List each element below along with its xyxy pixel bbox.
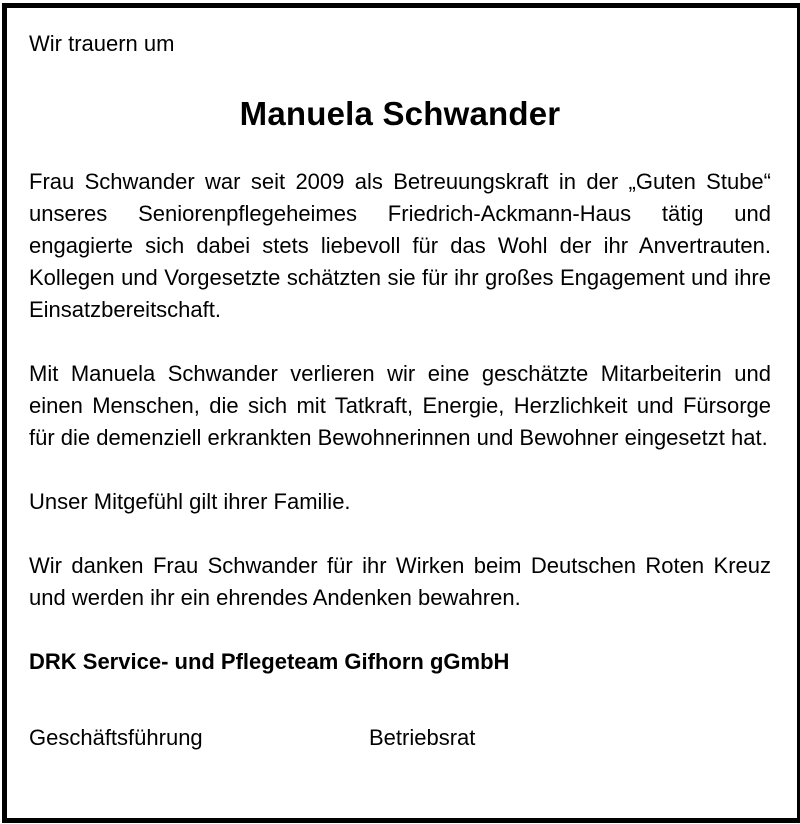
- signer-works-council: Betriebsrat: [369, 725, 476, 750]
- obituary-notice: [29, 28, 771, 754]
- signers: [29, 722, 771, 754]
- paragraph-career: Frau Schwander war seit 2009 als Betreuungskraft in der „Guten Stube“ unseres Seniorenpflegeheimes Friedrich-Ackmann-Haus tätig und engagierte sich dabei stets liebevoll für das Wohl der ihr Anvertrauten. Kollegen und Vorgesetzte schätzten sie für ihr großes Engagement und ihre Einsatzbereitschaft.: [29, 169, 771, 322]
- organization-name: DRK Service- und Pflegeteam Gifhorn gGmbH: [29, 649, 510, 674]
- paragraph-thanks: Wir danken Frau Schwander für ihr Wirken beim Deutschen Roten Kreuz und werden ihr ein ehrendes Andenken bewahren.: [29, 553, 771, 610]
- deceased-name: Manuela Schwander: [239, 95, 561, 132]
- intro-line: Wir trauern um: [29, 31, 175, 56]
- paragraph-tribute: Mit Manuela Schwander verlieren wir eine geschätzte Mitarbeiterin und einen Menschen, die sich mit Tatkraft, Energie, Herzlichkeit und Fürsorge für die demenziell erkrankten Bewohnerinnen und Bewohner eingesetzt hat.: [29, 361, 771, 450]
- paragraph-condolence: Unser Mitgefühl gilt ihrer Familie.: [29, 489, 351, 514]
- signer-management: Geschäftsführung: [29, 725, 203, 750]
